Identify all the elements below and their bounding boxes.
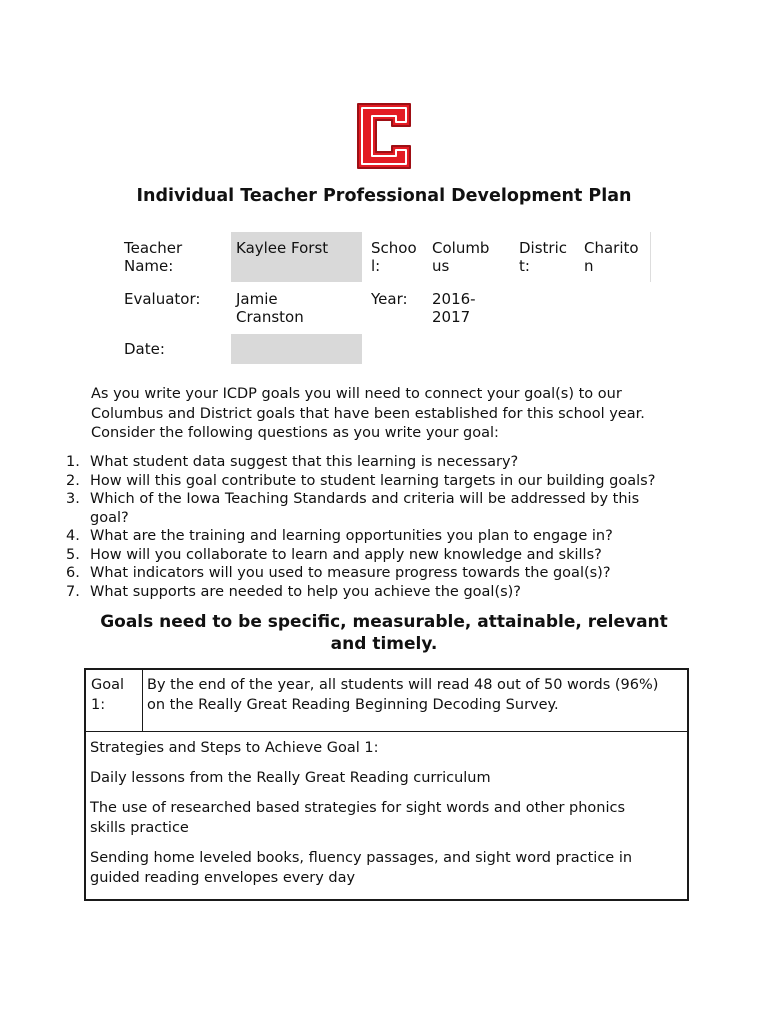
goal-1-strategies[interactable] [90,738,686,888]
school-value[interactable]: Columbus [432,239,490,275]
question-number: 6. [66,565,80,581]
question-number: 7. [66,583,80,600]
teacher-name-label: Teacher Name: [124,239,183,275]
school-logo-c-icon [350,98,418,174]
evaluator-label: Evaluator: [124,290,201,308]
question-text: What student data suggest that this learning is necessary? [90,454,519,470]
question-text: How will you collaborate to learn and apply new knowledge and skills? [90,546,602,563]
goals-heading [60,611,708,655]
intro-line: As you write your ICDP goals you will need to connect your goal(s) to our [91,386,622,402]
question-item [66,453,706,472]
intro-line: Consider the following questions as you write your goal: [91,425,499,441]
question-text: What are the training and learning opportunities you plan to engage in? [90,528,613,544]
document-title: Individual Teacher Professional Development Plan [136,186,632,206]
question-text: What indicators will you used to measure progress towards the goal(s)? [90,565,611,581]
goals-heading-line: and timely. [330,634,438,654]
intro-paragraph [91,385,691,444]
evaluator-value[interactable]: Jamie Cranston [236,290,304,326]
goal-statement-line: By the end of the year, all students will read 48 out of 50 words (96%) [147,677,659,693]
question-number: 1. [66,454,80,470]
district-label: District: [519,239,567,275]
question-number: 3. [66,491,80,507]
date-label: Date: [124,340,165,358]
question-list [66,453,706,601]
year-label: Year: [371,290,408,308]
question-number: 4. [66,528,80,544]
goal-1-label [91,675,139,715]
question-item [66,472,706,491]
strategy-item-line: skills practice [90,820,189,836]
goal-1-table [84,668,689,901]
goal-statement-line: on the Really Great Reading Beginning Decoding Survey. [147,697,559,713]
goals-heading-line: Goals need to be specific, measurable, attainable, relevant [100,612,668,632]
question-number: 5. [66,546,80,563]
goal-1-statement[interactable] [147,675,687,715]
district-value[interactable]: Chariton [584,239,639,275]
question-item [66,490,682,527]
question-text: What supports are needed to help you achieve the goal(s)? [90,583,522,600]
strategy-item-line: guided reading envelopes every day [90,870,356,886]
question-text: How will this goal contribute to student learning targets in our building goals? [90,472,656,489]
goal-label-line: Goal [91,677,125,693]
row-divider [86,731,687,732]
teacher-name-value[interactable]: Kaylee Forst [236,239,329,257]
strategy-item-line: The use of researched based strategies for sight words and other phonics [90,800,626,816]
strategies-heading: Strategies and Steps to Achieve Goal 1: [90,740,379,756]
goal-label-line: 1: [91,697,106,713]
question-item [66,546,706,565]
question-item [66,583,706,602]
column-divider [142,670,143,731]
intro-line: Columbus and District goals that have been established for this school year. [91,405,645,422]
year-value[interactable]: 2016-2017 [432,290,476,326]
date-field-bg [231,334,362,364]
table-edge [650,232,651,282]
question-item [66,527,706,546]
question-number: 2. [66,472,80,489]
strategy-item-line: Sending home leveled books, fluency passages, and sight word practice in [90,850,633,866]
question-text: Which of the Iowa Teaching Standards and criteria will be addressed by this goal? [90,491,640,526]
question-item [66,564,706,583]
school-label: School: [371,239,417,275]
strategy-item: Daily lessons from the Really Great Reading curriculum [90,770,491,786]
